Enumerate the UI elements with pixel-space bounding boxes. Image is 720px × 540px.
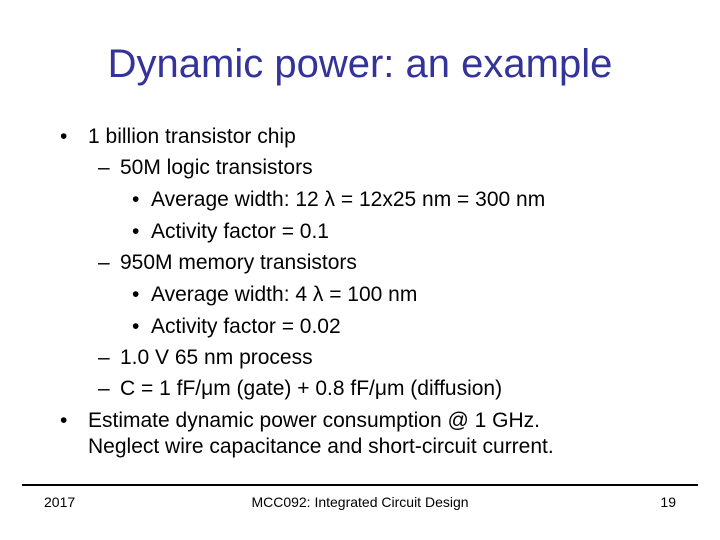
bullet-marker: • xyxy=(60,409,68,432)
bullet-text: Activity factor = 0.02 xyxy=(151,315,341,338)
sub-sub-bullet-item xyxy=(132,282,417,308)
bullet-marker: • xyxy=(132,315,140,338)
sub-bullet-item xyxy=(98,345,313,371)
bullet-text: Estimate dynamic power consumption @ 1 GHz. xyxy=(88,409,540,432)
sub-bullet-item xyxy=(98,250,357,276)
slide-title: Dynamic power: an example xyxy=(107,42,613,86)
sub-sub-bullet-item xyxy=(132,219,329,245)
bullet-text: 1 billion transistor chip xyxy=(88,125,296,148)
sub-bullet-item xyxy=(98,376,502,402)
bullet-marker: • xyxy=(132,283,140,306)
footer-course: MCC092: Integrated Circuit Design xyxy=(251,494,469,510)
bullet-text: 50M logic transistors xyxy=(120,156,313,179)
bullet-marker: – xyxy=(98,156,110,179)
bullet-text: Neglect wire capacitance and short-circuit current. xyxy=(88,435,554,458)
bullet-marker: – xyxy=(98,377,110,400)
footer-divider xyxy=(22,484,698,486)
bullet-text: Activity factor = 0.1 xyxy=(151,220,329,243)
bullet-marker: – xyxy=(98,346,110,369)
bullet-text: 1.0 V 65 nm process xyxy=(120,346,313,369)
footer-page-number: 19 xyxy=(660,494,676,510)
sub-bullet-item xyxy=(98,155,313,181)
footer-year: 2017 xyxy=(44,494,76,510)
bullet-marker: • xyxy=(132,220,140,243)
bullet-item xyxy=(60,408,540,434)
bullet-text: Average width: 12 λ = 12x25 nm = 300 nm xyxy=(151,188,546,211)
bullet-marker: – xyxy=(98,251,110,274)
bullet-text: C = 1 fF/μm (gate) + 0.8 fF/μm (diffusion) xyxy=(120,377,503,400)
bullet-item xyxy=(60,124,296,150)
bullet-text: Average width: 4 λ = 100 nm xyxy=(151,283,418,306)
sub-sub-bullet-item xyxy=(132,314,341,340)
bullet-marker: • xyxy=(60,125,68,148)
bullet-continuation xyxy=(60,434,554,460)
bullet-text: 950M memory transistors xyxy=(120,251,357,274)
bullet-marker: • xyxy=(132,188,140,211)
sub-sub-bullet-item xyxy=(132,187,545,213)
